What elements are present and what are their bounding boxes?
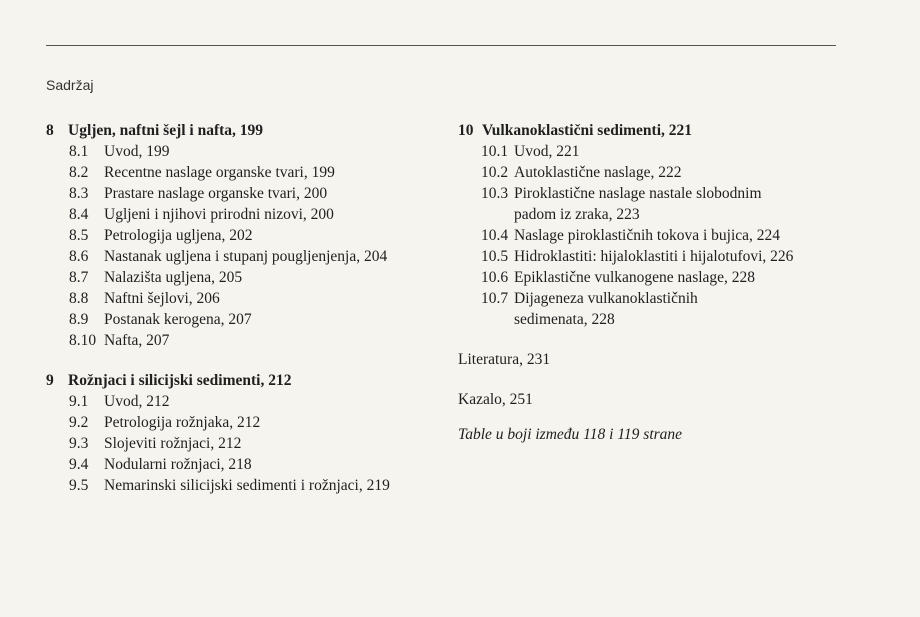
toc-entry [458, 162, 878, 183]
section-title: Nafta, 207 [104, 332, 170, 349]
toc-entry [46, 412, 446, 433]
toc-entry [46, 162, 446, 183]
section-number: 8.4 [69, 206, 89, 223]
section-title: Uvod, 221 [514, 143, 580, 160]
toc-entry [458, 141, 878, 162]
toc-entry [46, 225, 446, 246]
section-number: 10.6 [481, 269, 509, 286]
section-title: Naslage piroklastičnih tokova i bujica, 224 [514, 227, 781, 244]
section-number: 10.7 [481, 290, 509, 307]
chapter-title: Vulkanoklastični sedimenti, 221 [482, 122, 693, 139]
toc-entry [46, 475, 446, 496]
section-number: 10.2 [481, 164, 509, 181]
section-number: 10.1 [481, 143, 509, 160]
section-title: Naftni šejlovi, 206 [104, 290, 220, 307]
section-number: 8.1 [69, 143, 89, 160]
section-title: Petrologija ugljena, 202 [104, 227, 253, 244]
left-column [46, 120, 446, 496]
section-title: Epiklastične vulkanogene naslage, 228 [514, 269, 756, 286]
toc-entry [46, 288, 446, 309]
section-title: Slojeviti rožnjaci, 212 [104, 435, 242, 452]
toc-entry [458, 246, 878, 267]
section-number: 8.2 [69, 164, 89, 181]
section-title [514, 183, 878, 225]
section-title: Hidroklastiti: hijaloklastiti i hijalotufovi, 226 [514, 248, 794, 265]
section-number: 9.3 [69, 435, 89, 452]
section-number: 9.1 [69, 393, 89, 410]
toc-entry [46, 309, 446, 330]
toc-entry [46, 246, 446, 267]
toc-entry [458, 183, 878, 225]
toc-entry [46, 391, 446, 412]
section-title: Prastare naslage organske tvari, 200 [104, 185, 328, 202]
toc-entry [46, 433, 446, 454]
section-number: 8.5 [69, 227, 89, 244]
toc-entry [46, 141, 446, 162]
spacer [458, 330, 878, 349]
chapter-number: 8 [46, 122, 54, 139]
toc-entry [458, 267, 878, 288]
section-number: 10.3 [481, 185, 509, 202]
section-title: Autoklastične naslage, 222 [514, 164, 682, 181]
section-number: 8.3 [69, 185, 89, 202]
spacer [458, 410, 878, 424]
section-number: 9.5 [69, 477, 89, 494]
chapter-title: Rožnjaci i silicijski sedimenti, 212 [68, 372, 292, 389]
toc-entry [46, 267, 446, 288]
section-number: 9.2 [69, 414, 89, 431]
section-title: Uvod, 212 [104, 393, 170, 410]
literature-entry: Literatura, 231 [458, 351, 551, 368]
section-number: 8.7 [69, 269, 89, 286]
toc-entry [46, 330, 446, 351]
section-number: 8.8 [69, 290, 89, 307]
section-title: Recentne naslage organske tvari, 199 [104, 164, 335, 181]
running-header: Sadržaj [46, 77, 94, 93]
section-number: 8.9 [69, 311, 89, 328]
section-number: 8.10 [69, 332, 97, 349]
section-title [514, 288, 878, 330]
section-title: Nodularni rožnjaci, 218 [104, 456, 252, 473]
section-title: Petrologija rožnjaka, 212 [104, 414, 261, 431]
toc-entry [46, 454, 446, 475]
spacer [458, 370, 878, 389]
chapter-number: 9 [46, 372, 54, 389]
section-title: Nemarinski silicijski sedimenti i rožnjaci, 219 [104, 477, 390, 494]
section-title-line: Dijageneza vulkanoklastičnih [514, 290, 698, 307]
chapter-10-heading [458, 120, 878, 141]
color-plates-note: Table u boji između 118 i 119 strane [458, 426, 683, 443]
chapter-title: Ugljen, naftni šejl i nafta, 199 [68, 122, 264, 139]
toc-entry [458, 225, 878, 246]
section-number: 9.4 [69, 456, 89, 473]
section-title: Ugljeni i njihovi prirodni nizovi, 200 [104, 206, 334, 223]
section-title: Nalazišta ugljena, 205 [104, 269, 243, 286]
section-title-line: sedimenata, 228 [514, 311, 615, 328]
toc-entry [46, 183, 446, 204]
chapter-8-heading [46, 120, 446, 141]
index-entry: Kazalo, 251 [458, 391, 533, 408]
right-column [458, 120, 878, 445]
header-rule [46, 45, 836, 46]
section-title-line: padom iz zraka, 223 [514, 206, 640, 223]
toc-entry [458, 288, 878, 330]
section-title: Uvod, 199 [104, 143, 170, 160]
section-number: 10.4 [481, 227, 509, 244]
section-title-line: Piroklastične naslage nastale slobodnim [514, 185, 762, 202]
spacer [46, 351, 446, 370]
section-title: Nastanak ugljena i stupanj pougljenjenja, 204 [104, 248, 388, 265]
section-number: 10.5 [481, 248, 509, 265]
chapter-9-heading [46, 370, 446, 391]
toc-entry [46, 204, 446, 225]
chapter-number: 10 [458, 122, 474, 139]
section-number: 8.6 [69, 248, 89, 265]
section-title: Postanak kerogena, 207 [104, 311, 252, 328]
